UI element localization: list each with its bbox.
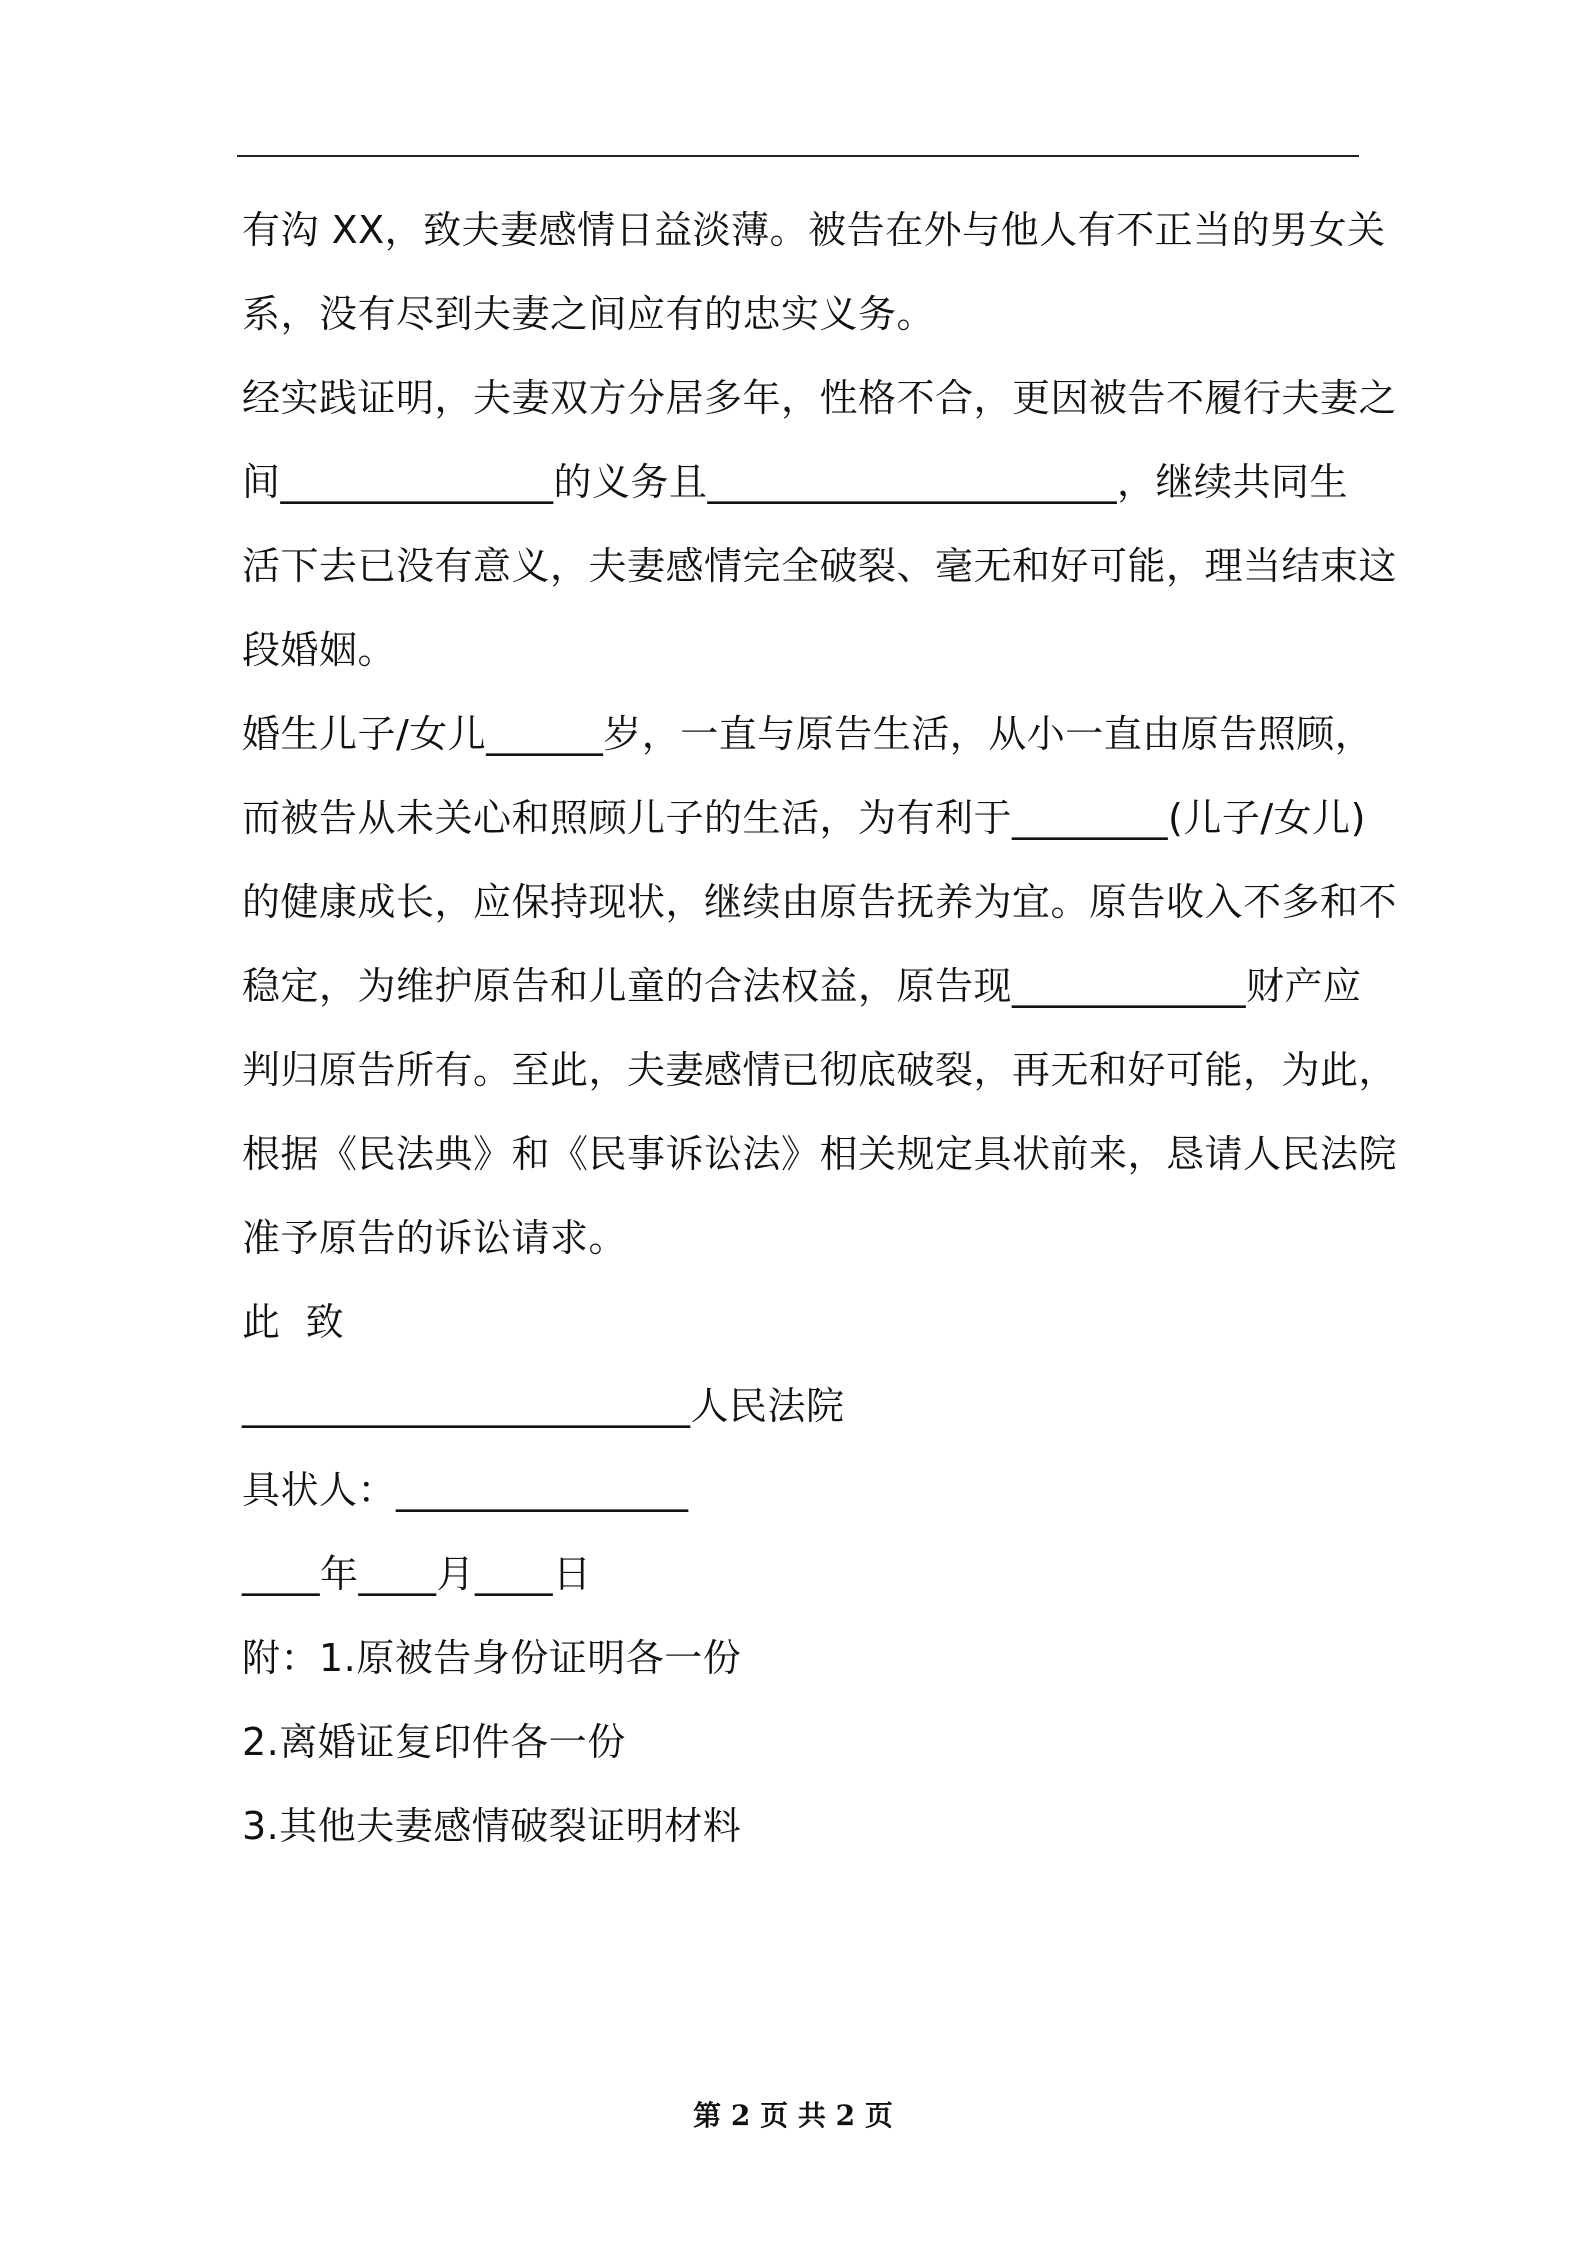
text-line-12: 根据《民法典》和《民事诉讼法》相关规定具状前来，恳请人民法院: [242, 1132, 1398, 1176]
text-line-6: 段婚姻。: [242, 628, 397, 672]
document-body: [242, 188, 1398, 1868]
plaintiff-signature-line: 具状人：_______________: [242, 1468, 689, 1512]
header-rule: [237, 155, 1359, 157]
court-name-line: _______________________人民法院: [242, 1384, 845, 1428]
text-line-5: 活下去已没有意义，夫妻感情完全破裂、毫无和好可能，理当结束这: [242, 544, 1398, 588]
text-line-2: 系，没有尽到夫妻之间应有的忠实义务。: [242, 292, 936, 336]
text-line-10: 稳定，为维护原告和儿童的合法权益，原告现____________财产应: [242, 964, 1362, 1008]
text-line-1: 有沟 XX，致夫妻感情日益淡薄。被告在外与他人有不正当的男女关: [242, 208, 1386, 252]
text-line-7: 婚生儿子/女儿______岁，一直与原告生活，从小一直由原告照顾，: [242, 712, 1374, 756]
text-line-4: 间______________的义务且_____________________，继续共同生: [242, 460, 1349, 504]
attachment-2: 2.离婚证复印件各一份: [242, 1720, 626, 1764]
page-number: 第 2 页 共 2 页: [693, 2099, 893, 2132]
date-line: ____年____月____日: [242, 1552, 592, 1596]
text-line-3: 经实践证明，夫妻双方分居多年，性格不合，更因被告不履行夫妻之: [242, 376, 1398, 420]
attachment-1: 附：1.原被告身份证明各一份: [242, 1636, 742, 1680]
salutation: 此 致: [242, 1300, 345, 1344]
text-line-11: 判归原告所有。至此，夫妻感情已彻底破裂，再无和好可能，为此，: [242, 1048, 1398, 1092]
text-line-13: 准予原告的诉讼请求。: [242, 1216, 628, 1260]
text-line-8: 而被告从未关心和照顾儿子的生活，为有利于________(儿子/女儿): [242, 796, 1366, 840]
text-line-9: 的健康成长，应保持现状，继续由原告抚养为宜。原告收入不多和不: [242, 880, 1398, 924]
attachment-3: 3.其他夫妻感情破裂证明材料: [242, 1804, 742, 1848]
